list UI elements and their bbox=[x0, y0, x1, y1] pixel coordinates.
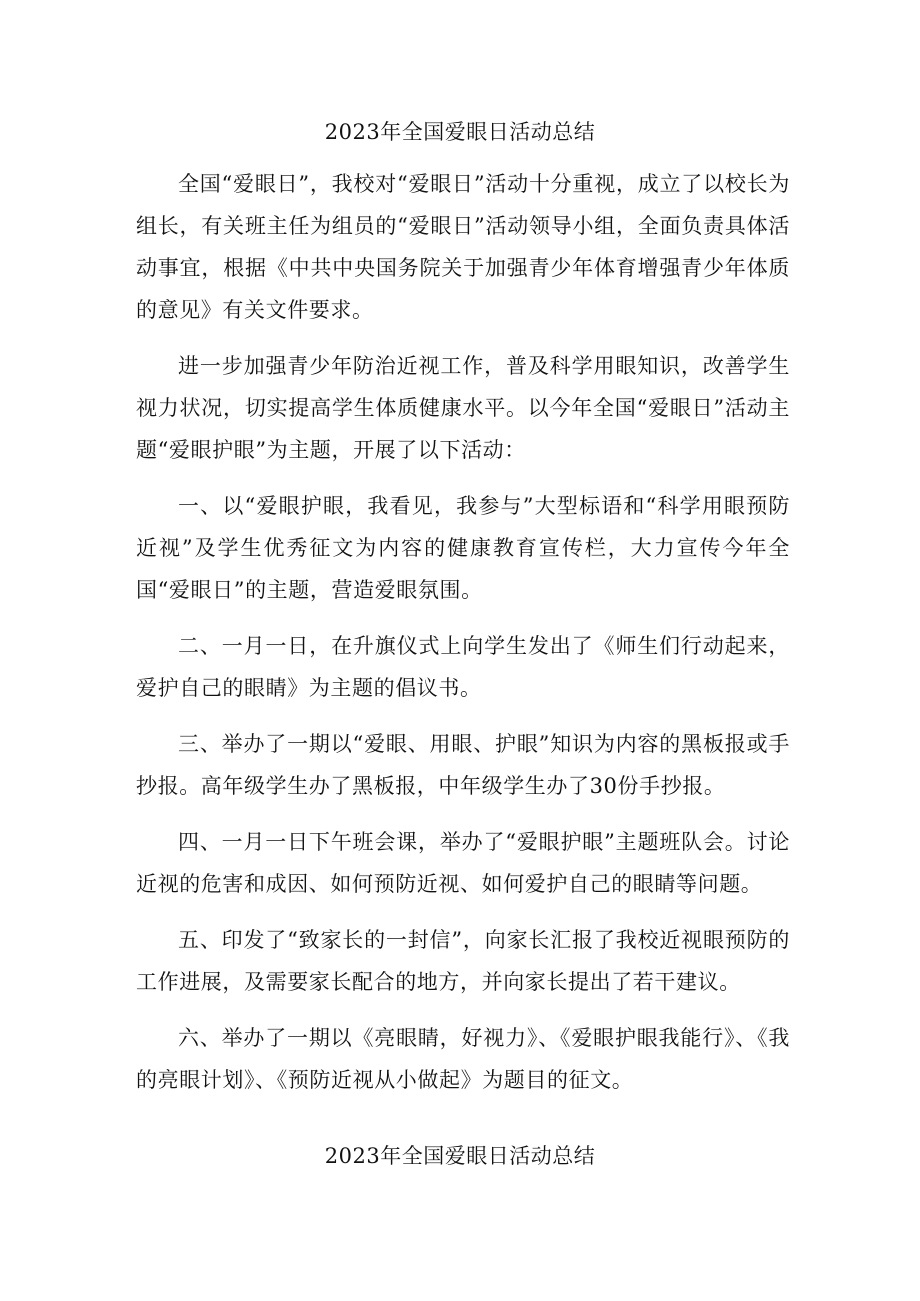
paragraph-1: 全国“爱眼日”，我校对“爱眼日”活动十分重视，成立了以校长为组长，有关班主任为组员的“爱眼日”活动领导小组，全面负责具体活动事宜，根据《中共中央国务院关于加强青少年体育增强青少年体质的意见》有关文件要求。 bbox=[136, 172, 790, 322]
document-title: 2023年全国爱眼日活动总结 bbox=[324, 120, 596, 144]
paragraph-3: 一、以“爱眼护眼，我看见，我参与”大型标语和“科学用眼预防近视”及学生优秀征文为内容的健康教育宣传栏，大力宣传今年全国“爱眼日”的主题，营造爱眼氛围。 bbox=[136, 494, 790, 602]
paragraph-7: 五、印发了“致家长的一封信”，向家长汇报了我校近视眼预防的工作进展，及需要家长配合的地方，并向家长提出了若干建议。 bbox=[136, 928, 790, 994]
paragraph-8: 六、举办了一期以《亮眼睛，好视力》、《爱眼护眼我能行》、《我的亮眼计划》、《预防近视从小做起》为题目的征文。 bbox=[136, 1026, 790, 1092]
paragraph-6: 四、一月一日下午班会课，举办了“爱眼护眼”主题班队会。讨论近视的危害和成因、如何预防近视、如何爱护自己的眼睛等问题。 bbox=[136, 830, 790, 896]
repeated-document-title: 2023年全国爱眼日活动总结 bbox=[324, 1144, 596, 1168]
paragraph-5: 三、举办了一期以“爱眼、用眼、护眼”知识为内容的黑板报或手抄报。高年级学生办了黑板报，中年级学生办了30份手抄报。 bbox=[136, 732, 790, 798]
paragraph-2: 进一步加强青少年防治近视工作，普及科学用眼知识，改善学生视力状况，切实提高学生体质健康水平。以今年全国“爱眼日”活动主题“爱眼护眼”为主题，开展了以下活动： bbox=[136, 354, 790, 462]
paragraph-4: 二、一月一日，在升旗仪式上向学生发出了《师生们行动起来，爱护自己的眼睛》为主题的倡议书。 bbox=[136, 634, 790, 700]
document-body bbox=[136, 163, 790, 1115]
